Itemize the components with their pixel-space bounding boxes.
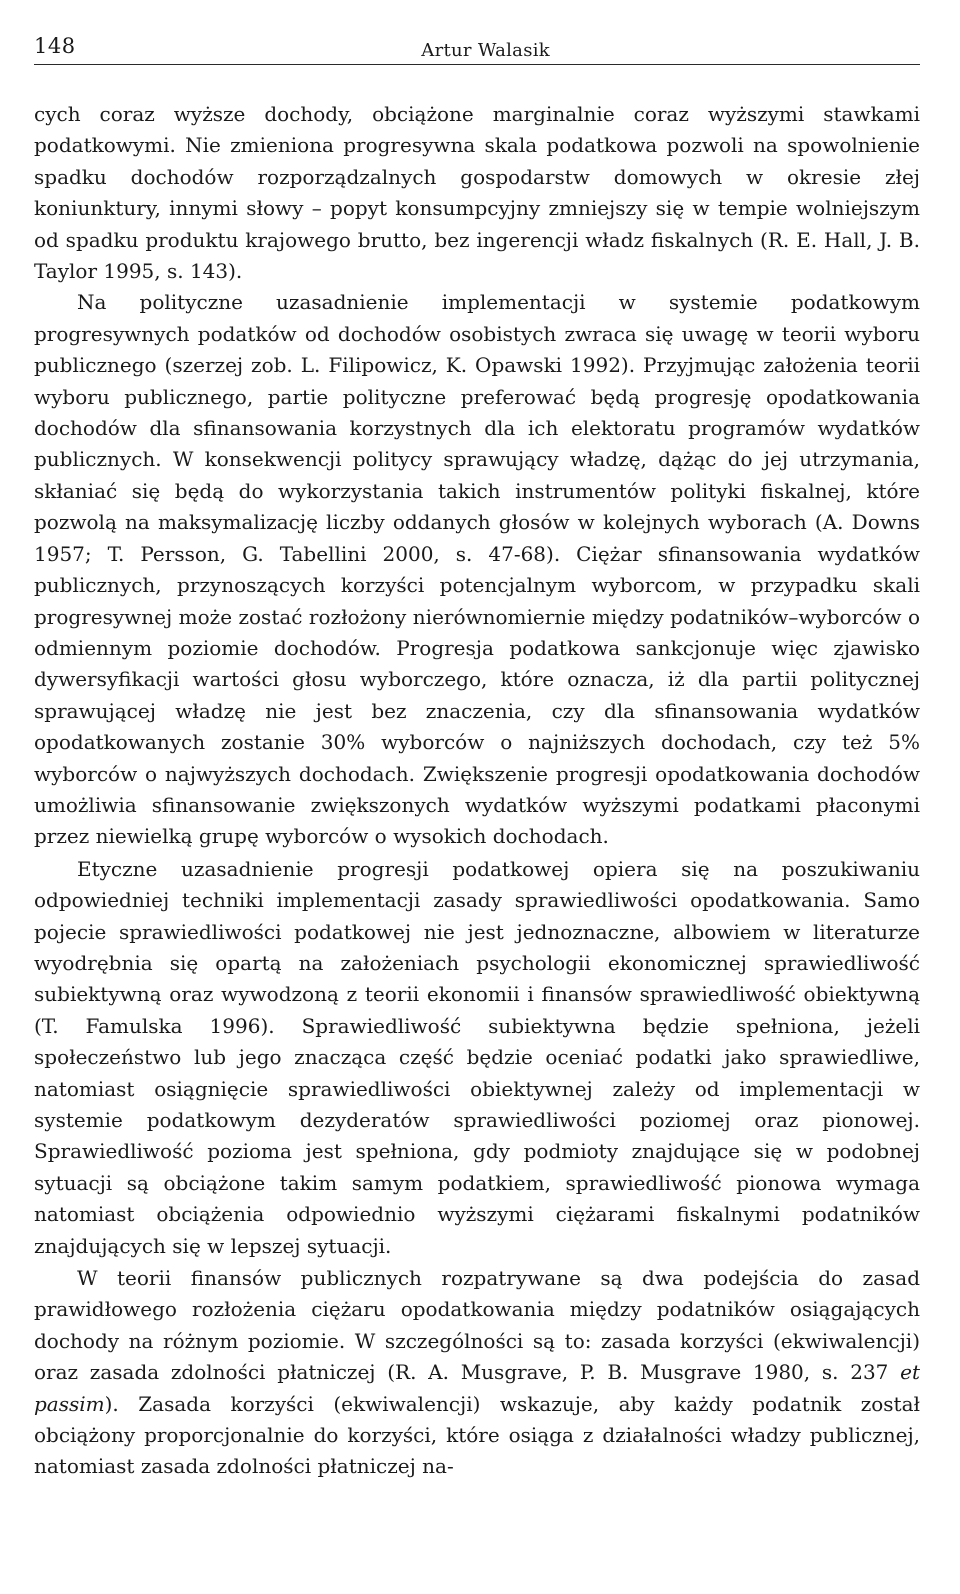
paragraph-text-before-italic: W teorii finansów publicznych rozpatrywane są dwa podejścia do zasad prawidłowego rozłożenia ciężaru opodatkowania między podatników osiągających dochody na różnym poziomie. W szczególności są to: zasada korzyści (ekwiwalencji) oraz zasada zdolności płatniczej (R. A. Musgrave, P. B. Musgrave 1980, s. 237: [34, 1266, 920, 1385]
body-text: [34, 99, 920, 1483]
paragraph-text-after-italic: ). Zasada korzyści (ekwiwalencji) wskazuje, aby każdy podatnik został obciążony proporcjonalnie do korzyści, które osiąga z działalności władzy publicznej, natomiast zasada zdolności płatniczej na-: [34, 1391, 920, 1479]
italic-et-passim: et passim: [34, 1360, 920, 1416]
paragraph-continued: cych coraz wyższe dochody, obciążone marginalnie coraz wyższymi stawkami podatkowymi. Nie zmieniona progresywna skala podatkowa pozwoli na spowolnienie spadku dochodów rozporządzalnych gospodarstw domowych w okresie złej koniunktury, innymi słowy – popyt konsumpcyjny zmniejszy się w tempie wolniejszym od spadku produktu krajowego brutto, bez ingerencji władz fiskalnych (R. E. Hall, J. B. Taylor 1995, s. 143).: [34, 102, 920, 284]
running-header: [34, 30, 920, 65]
paragraph-ethical-justification: Etyczne uzasadnienie progresji podatkowej opiera się na poszukiwaniu odpowiedniej techniki implementacji zasady sprawiedliwości opodatkowania. Samo pojecie sprawiedliwości podatkowej nie jest jednoznaczne, albowiem w literaturze wyodrębnia się opartą na założeniach psychologii ekonomicznej sprawiedliwość subiektywną oraz wywodzoną z teorii ekonomii i finansów sprawiedliwość obiektywną (T. Famulska 1996). Sprawiedliwość subiektywna będzie spełniona, jeżeli społeczeństwo lub jego znacząca część będzie oceniać podatki jako sprawiedliwe, natomiast osiągnięcie sprawiedliwości obiektywnej zależy od implementacji w systemie podatkowym dezyderatów sprawiedliwości poziomej oraz pionowej. Sprawiedliwość pozioma jest spełniona, gdy podmioty znajdujące się w podobnej sytuacji są obciążone takim samym podatkiem, sprawiedliwość pionowa wymaga natomiast obciążenia odpowiednio wyższymi ciężarami fiskalnymi podatników znajdujących się w lepszej sytuacji.: [34, 856, 920, 1258]
paragraph-public-finance-theory: [34, 1263, 920, 1483]
paragraph-political-justification: Na polityczne uzasadnienie implementacji w systemie podatkowym progresywnych podatków od dochodów osobistych zwraca się uwagę w teorii wyboru publicznego (szerzej zob. L. Filipowicz, K. Opawski 1992). Przyjmując założenia teorii wyboru publicznego, partie polityczne preferować będą progresję opodatkowania dochodów dla sfinansowania korzystnych dla ich elektoratu programów wydatków publicznych. W konsekwencji politycy sprawujący władzę, dążąc do jej utrzymania, skłaniać się będą do wykorzystania takich instrumentów polityki fiskalnej, które pozwolą na maksymalizację liczby oddanych głosów w kolejnych wyborach (A. Downs 1957; T. Persson, G. Tabellini 2000, s. 47-68). Ciężar sfinansowania wydatków publicznych, przynoszących korzyści potencjalnym wyborcom, w przypadku skali progresywnej może zostać rozłożony nierównomiernie między podatników–wyborców o odmiennym poziomie dochodów. Progresja podatkowa sankcjonuje więc zjawisko dywersyfikacji wartości głosu wyborczego, które oznacza, iż dla partii politycznej sprawującej władzę nie jest bez znaczenia, czy dla sfinansowania wydatków opodatkowanych zostanie 30% wyborców o najniższych dochodach, czy też 5% wyborców o najwyższych dochodach. Zwiększenie progresji opodatkowania dochodów umożliwia sfinansowanie zwiększonych wydatków wyższymi podatkami płaconymi przez niewielką grupę wyborców o wysokich dochodach.: [34, 290, 920, 849]
running-head-author: Artur Walasik: [421, 40, 550, 61]
page-number: 148: [34, 34, 76, 58]
